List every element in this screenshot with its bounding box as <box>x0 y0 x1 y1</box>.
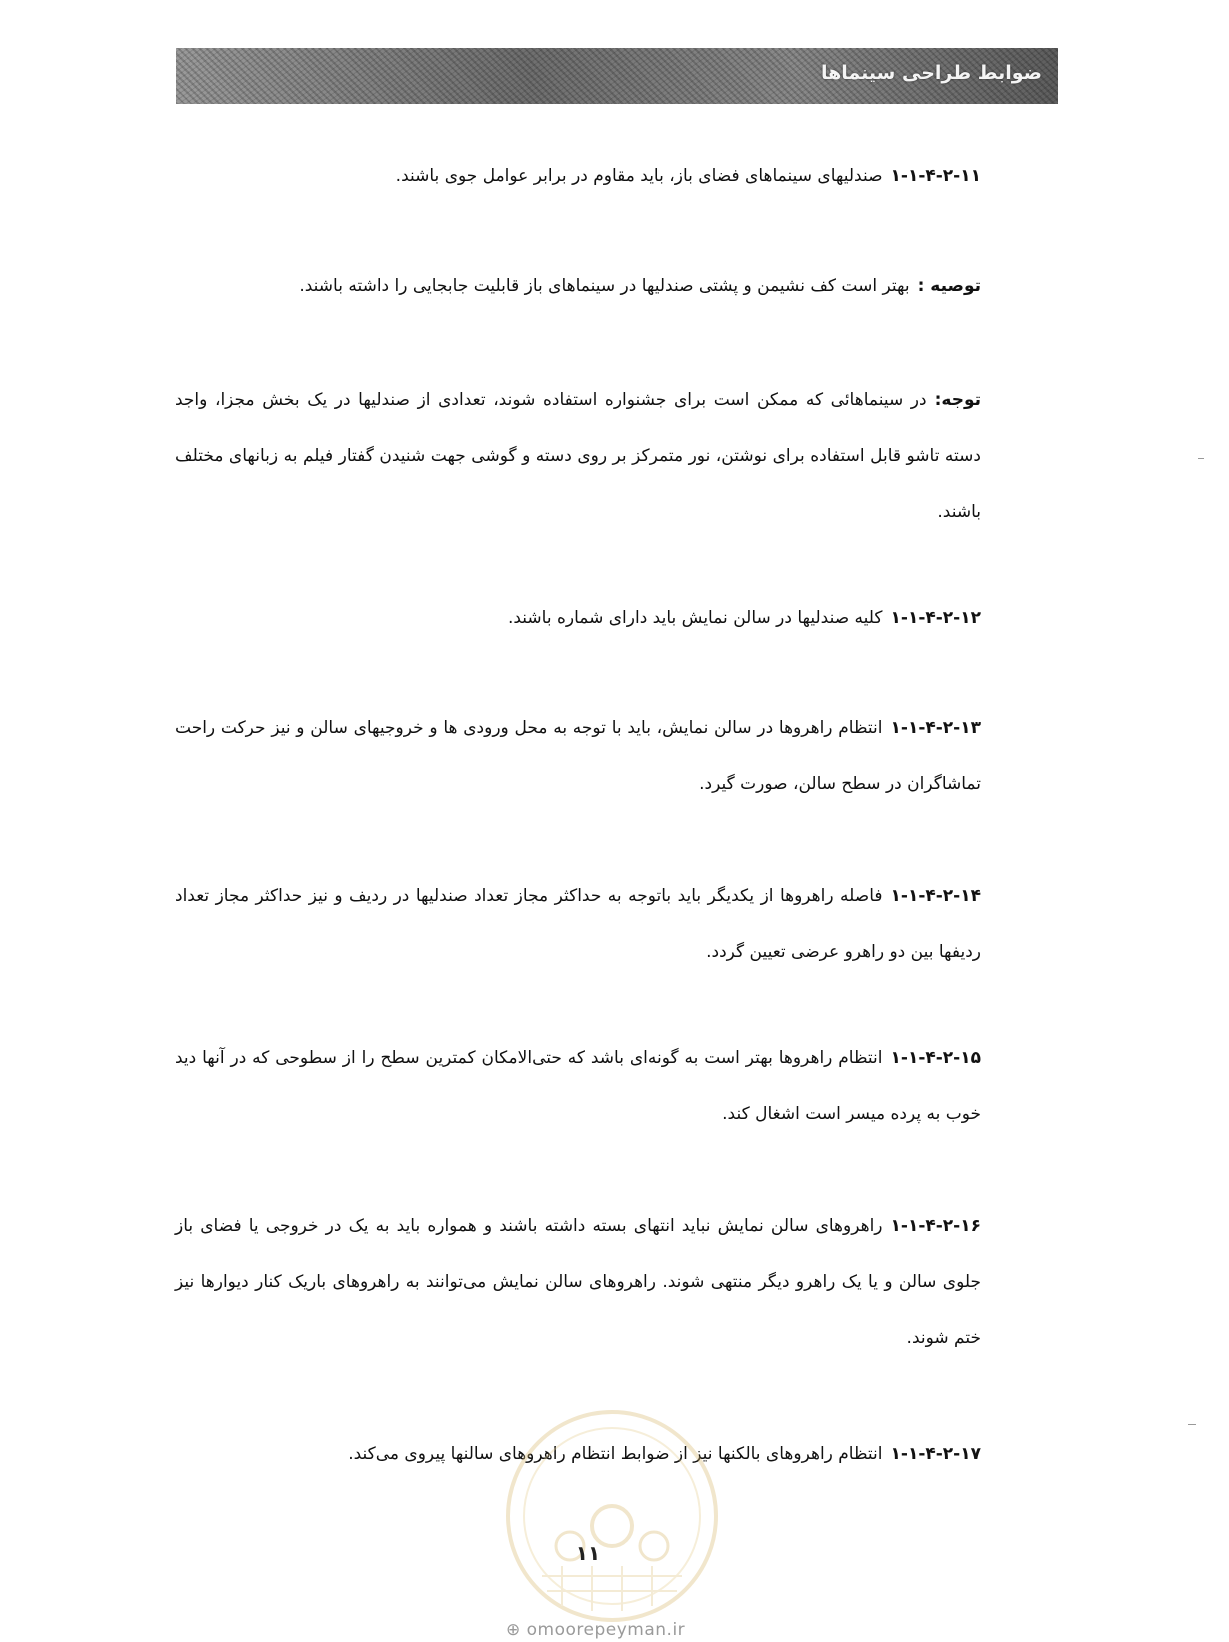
section-12 <box>245 590 981 646</box>
section-number: ۱-۱-۴-۲-۱۲ <box>890 608 981 628</box>
watermark-logo <box>502 1406 722 1626</box>
section-number: ۱-۱-۴-۲-۱۴ <box>890 886 981 906</box>
section-text: انتظام راهروها در سالن نمایش، باید با توجه به محل ورودی ها و خروجیهای سالن و نیز حرکت راحت تماشاگران در سطح سالن، صورت گیرد. <box>175 718 981 794</box>
section-14 <box>175 868 981 980</box>
section-11 <box>245 148 981 204</box>
watermark-site: omoorepeyman.ir <box>526 1620 686 1640</box>
section-text: انتظام راهروها بهتر است به گونه‌ای باشد که حتی‌الامکان کمترین سطح را از سطوحی که در آنها دید خوب به پرده میسر است اشغال کند. <box>175 1048 981 1124</box>
margin-mark <box>1188 1424 1196 1425</box>
attention-label: توجه: <box>934 390 981 410</box>
recommendation-label: توصیه : <box>917 276 981 296</box>
section-number: ۱-۱-۴-۲-۱۶ <box>890 1216 981 1236</box>
page-number: ۱۱ <box>575 1541 601 1565</box>
section-text: انتظام راهروهای بالکنها نیز از ضوابط انتظام راهروهای سالنها پیروی می‌کند. <box>348 1444 883 1464</box>
watermark-url: ⊕ omoorepeyman.ir <box>506 1620 686 1640</box>
section-text: راهروهای سالن نمایش نباید انتهای بسته داشته باشند و همواره باید به یک در خروجی یا فضای باز جلوی سالن و یا یک راهرو دیگر منتهی شوند. راهروهای سالن نمایش می‌توانند به راهروهای باریک کنار دیوارها نیز ختم شوند. <box>175 1216 981 1348</box>
recommendation-note <box>245 258 981 314</box>
section-number: ۱-۱-۴-۲-۱۳ <box>890 718 981 738</box>
section-text: کلیه صندلیها در سالن نمایش باید دارای شماره باشند. <box>507 608 883 628</box>
attention-text: در سینماهائی که ممکن است برای جشنواره استفاده شوند، تعدادی از صندلیها در یک بخش مجزا، واجد دسته تاشو قابل استفاده برای نوشتن، نور متمرکز بر روی دسته و گوشی جهت شنیدن گفتار فیلم به زبانهای مختلف باشند. <box>175 390 981 522</box>
section-text: فاصله راهروها از یکدیگر باید باتوجه به حداکثر مجاز تعداد صندلیها در ردیف و نیز حداکثر مجاز تعداد ردیفها بین دو راهرو عرضی تعیین گردد. <box>175 886 981 962</box>
section-number: ۱-۱-۴-۲-۱۷ <box>890 1444 981 1464</box>
header-band <box>176 48 1058 104</box>
attention-note <box>175 372 981 540</box>
section-15 <box>175 1030 981 1142</box>
recommendation-text: بهتر است کف نشیمن و پشتی صندلیها در سینماهای باز قابلیت جابجایی را داشته باشند. <box>299 276 910 296</box>
section-13 <box>175 700 981 812</box>
section-16 <box>175 1198 981 1366</box>
section-number: ۱-۱-۴-۲-۱۵ <box>890 1048 981 1068</box>
header-title: ضوابط طراحی سینماها <box>820 62 1042 84</box>
margin-mark <box>1198 458 1204 459</box>
section-text: صندلیهای سینماهای فضای باز، باید مقاوم در برابر عوامل جوی باشند. <box>395 166 883 186</box>
section-number: ۱-۱-۴-۲-۱۱ <box>890 166 981 186</box>
